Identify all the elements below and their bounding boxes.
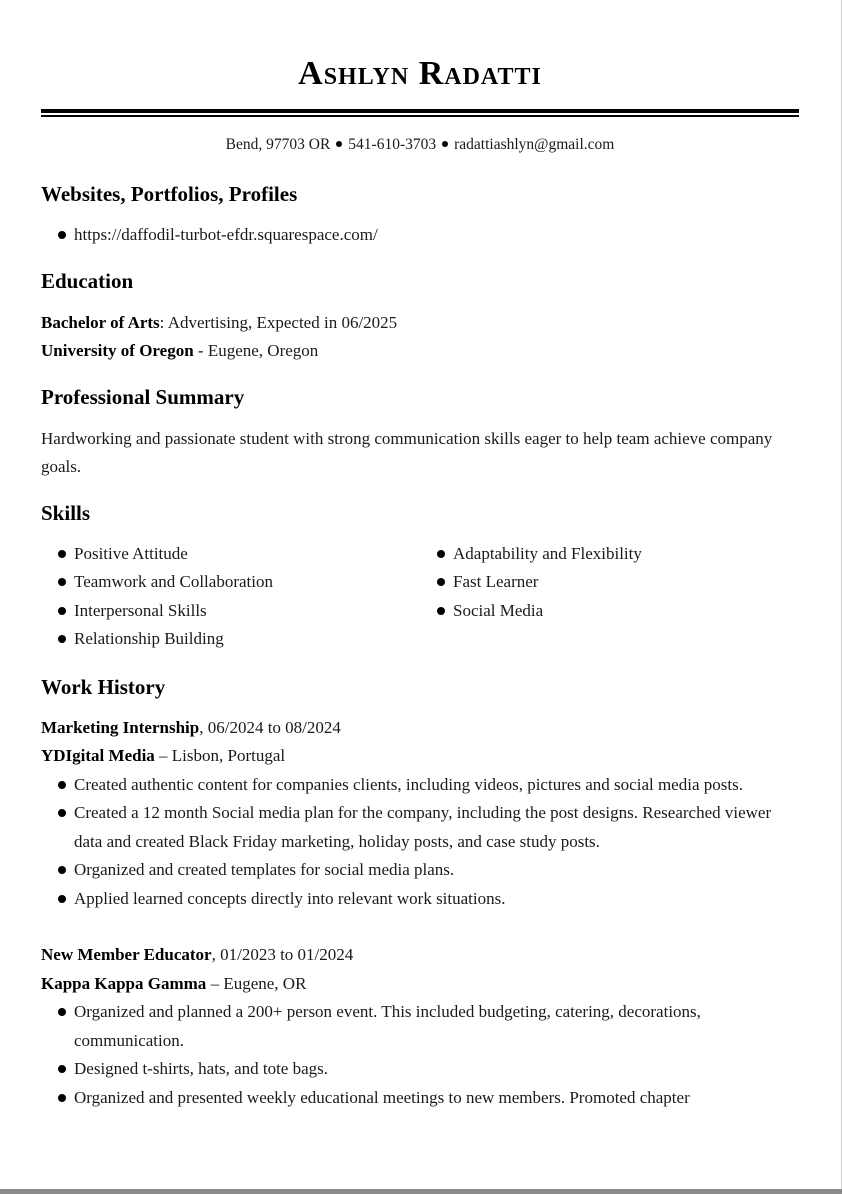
job-dates: , 01/2023 to 01/2024	[211, 945, 354, 964]
section-title-work: Work History	[41, 674, 166, 699]
websites-list	[41, 221, 799, 250]
skill-item: Relationship Building	[41, 625, 420, 654]
job-entry	[41, 714, 799, 914]
website-item[interactable]	[41, 221, 799, 250]
job-company-line	[41, 970, 799, 999]
bullet-icon	[437, 578, 445, 586]
skill-item: Social Media	[420, 597, 799, 626]
education-degree: Bachelor of Arts	[41, 312, 160, 332]
bullet-icon	[437, 550, 445, 558]
job-bullet: Applied learned concepts directly into relevant work situations.	[41, 885, 799, 914]
education-degree-line	[41, 309, 799, 338]
education-degree-detail: : Advertising, Expected in 06/2025	[159, 312, 398, 332]
website-link[interactable]: https://daffodil-turbot-efdr.squarespace.com/	[74, 225, 378, 244]
job-role-line	[41, 941, 799, 970]
bullet-icon	[58, 781, 66, 789]
education-school-detail: - Eugene, Oregon	[193, 341, 319, 360]
bottom-scroll-edge	[0, 1189, 842, 1194]
bullet-icon	[58, 1065, 66, 1073]
section-title-summary: Professional Summary	[41, 384, 245, 409]
skill-item: Interpersonal Skills	[41, 597, 420, 626]
job-role-line	[41, 714, 799, 743]
resume-page	[41, 0, 799, 1112]
job-bullet: Organized and presented weekly educational meetings to new members. Promoted chapter	[41, 1084, 799, 1113]
job-company-line	[41, 742, 799, 771]
job-role: Marketing Internship	[41, 717, 200, 737]
job-bullet: Created authentic content for companies clients, including videos, pictures and social media posts.	[41, 771, 799, 800]
bullet-icon	[58, 635, 66, 643]
bullet-icon	[58, 231, 66, 239]
skill-item: Fast Learner	[420, 568, 799, 597]
contact-phone: 541-610-3703	[348, 136, 437, 153]
skill-item: Positive Attitude	[41, 540, 420, 569]
job-company: YDIgital Media	[41, 746, 155, 765]
job-bullet: Organized and created templates for social media plans.	[41, 856, 799, 885]
education-school-line	[41, 337, 799, 366]
section-title-education: Education	[41, 268, 134, 293]
education-school: University of Oregon	[41, 341, 194, 360]
bullet-icon	[58, 1008, 66, 1016]
skill-item: Teamwork and Collaboration	[41, 568, 420, 597]
header-rule	[41, 109, 799, 117]
contact-location: Bend, 97703 OR	[225, 136, 331, 153]
job-entry	[41, 941, 799, 1112]
bullet-icon	[58, 1094, 66, 1102]
skills-grid	[41, 540, 799, 654]
bullet-icon	[58, 578, 66, 586]
candidate-name: Ashlyn Radatti	[298, 55, 542, 92]
section-title-skills: Skills	[41, 500, 91, 525]
summary-text: Hardworking and passionate student with strong communication skills eager to help team achieve company goals.	[41, 428, 773, 476]
contact-line	[41, 135, 799, 155]
skill-item: Adaptability and Flexibility	[420, 540, 799, 569]
separator-dot	[442, 141, 448, 147]
skills-column-left	[41, 540, 420, 654]
bullet-icon	[58, 866, 66, 874]
section-title-websites: Websites, Portfolios, Profiles	[41, 182, 298, 206]
bullet-icon	[58, 895, 66, 903]
bullet-icon	[58, 809, 66, 817]
job-bullet: Created a 12 month Social media plan for the company, including the post designs. Researched viewer data and created Black Friday marketing, holiday posts, and case study posts.	[41, 799, 799, 856]
bullet-icon	[58, 607, 66, 615]
skills-column-right	[420, 540, 799, 654]
bullet-icon	[58, 550, 66, 558]
job-bullet: Organized and planned a 200+ person event. This included budgeting, catering, decorations, communication.	[41, 998, 799, 1055]
job-dates: , 06/2024 to 08/2024	[199, 717, 341, 737]
job-role: New Member Educator	[41, 945, 212, 964]
separator-dot	[336, 141, 342, 147]
contact-email[interactable]: radattiashlyn@gmail.com	[454, 136, 615, 153]
job-bullets	[41, 998, 799, 1112]
bullet-icon	[437, 607, 445, 615]
job-bullets	[41, 771, 799, 914]
job-location: – Eugene, OR	[206, 973, 307, 993]
job-bullet: Designed t-shirts, hats, and tote bags.	[41, 1055, 799, 1084]
job-location: – Lisbon, Portugal	[154, 746, 286, 765]
job-company: Kappa Kappa Gamma	[41, 973, 207, 993]
